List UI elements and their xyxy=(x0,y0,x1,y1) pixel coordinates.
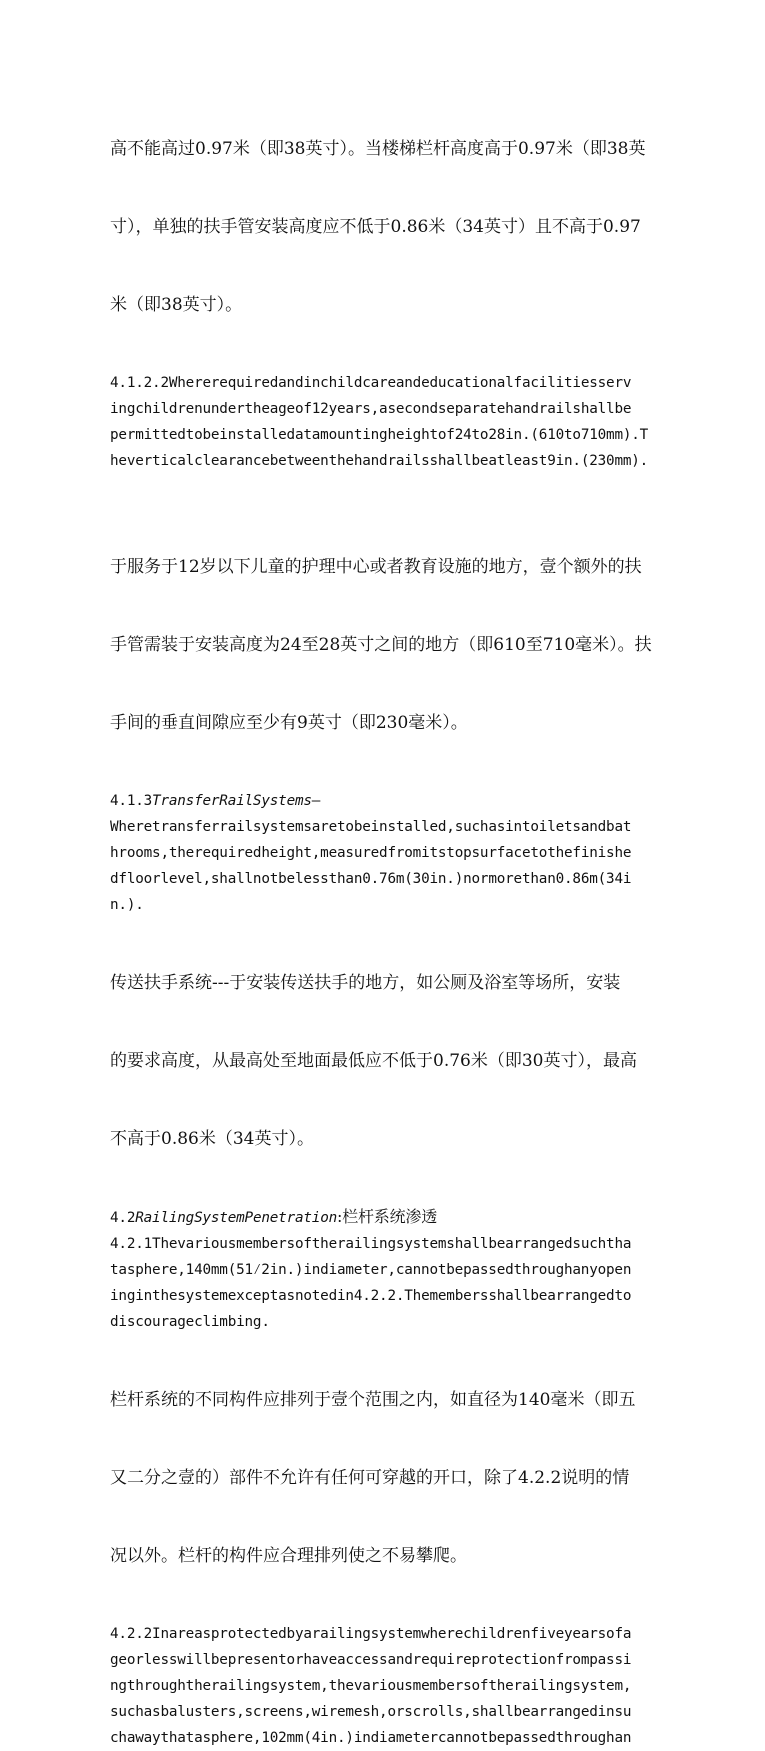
text-line: permittedtobeinstalledatamountingheightof24to28in.(610to710mm).T xyxy=(110,427,649,443)
text-line: hrooms,therequiredheight,measuredfromitstopsurfacetothefinishe xyxy=(110,845,632,861)
heading-4-1-3 xyxy=(110,788,670,814)
heading-line xyxy=(110,788,670,814)
text-line: heverticalclearancebetweenthehandrailsshallbeatleast9in.(230mm). xyxy=(110,453,649,469)
text-line: 又二分之壹的）部件不允许有任何可穿越的开口，除了4.2.2说明的情 xyxy=(110,1468,630,1488)
text-line: ngthroughtherailingsystem,thevariousmembersoftherailingsystem, xyxy=(110,1678,632,1694)
text-line: 高不能高过0.97米（即38英寸）。当楼梯栏杆高度高于0.97米（即38英 xyxy=(110,139,646,159)
text-line: 传送扶手系统---于安装传送扶手的地方，如公厕及浴室等场所，安装 xyxy=(110,973,621,993)
text-line: 于服务于12岁以下儿童的护理中心或者教育设施的地方，壹个额外的扶 xyxy=(110,557,642,577)
text-line: 手间的垂直间隙应至少有9英寸（即230毫米）。 xyxy=(110,713,468,733)
heading-suffix: :栏杆系统渗透 xyxy=(337,1207,438,1226)
text-line: ingchildrenundertheageof12years,asecondseparatehandrailshallbe xyxy=(110,401,632,417)
text-line: 况以外。栏杆的构件应合理排列使之不易攀爬。 xyxy=(110,1546,467,1566)
text-line: 米（即38英寸）。 xyxy=(110,295,243,315)
heading-4-2 xyxy=(110,1204,670,1231)
document-page xyxy=(110,84,670,1751)
text-line: georlesswillbepresentorhaveaccessandrequireprotectionfrompassi xyxy=(110,1652,632,1668)
text-line: discourageclimbing. xyxy=(110,1314,270,1330)
paragraph-gap xyxy=(110,474,670,502)
heading-title: RailingSystemPenetration xyxy=(135,1210,338,1226)
text-line: 4.2.1Thevariousmembersoftherailingsystemshallbearrangedsuchtha xyxy=(110,1236,632,1252)
text-line: 手管需装于安装高度为24至28英寸之间的地方（即610至710毫米）。扶 xyxy=(110,635,652,655)
heading-line xyxy=(110,1204,670,1231)
heading-number: 4.2 xyxy=(110,1210,136,1226)
text-line: 不高于0.86米（34英寸）。 xyxy=(110,1129,314,1149)
heading-number: 4.1.3 xyxy=(110,793,153,809)
text-line: suchasbalusters,screens,wiremesh,orscrolls,shallbearrangedinsu xyxy=(110,1704,632,1720)
paragraph-cn-4-2-1 xyxy=(110,1335,670,1621)
heading-suffix: — xyxy=(311,793,321,809)
paragraph-en-4-2-1 xyxy=(110,1231,670,1335)
heading-title: TransferRailSystems xyxy=(152,793,312,809)
paragraph-cn-railing-height xyxy=(110,84,670,370)
paragraph-en-4-2-2 xyxy=(110,1621,670,1751)
paragraph-en-4-1-2-2 xyxy=(110,370,670,474)
text-line: tasphere,140mm(51⁄2in.)indiameter,cannotbepassedthroughanyopen xyxy=(110,1262,632,1278)
text-line: 栏杆系统的不同构件应排列于壹个范围之内，如直径为140毫米（即五 xyxy=(110,1390,636,1410)
text-line: 寸），单独的扶手管安装高度应不低于0.86米（34英寸）且不高于0.97 xyxy=(110,217,641,237)
paragraph-cn-transfer-rail xyxy=(110,918,670,1204)
text-line: 4.2.2Inareasprotectedbyarailingsystemwherechildrenfiveyearsofa xyxy=(110,1626,632,1642)
text-line: dfloorlevel,shallnotbelessthan0.76m(30in.)normorethan0.86m(34i xyxy=(110,871,632,887)
text-line: n.). xyxy=(110,897,144,913)
paragraph-en-transfer-rail xyxy=(110,814,670,918)
text-line: inginthesystemexceptasnotedin4.2.2.Themembersshallbearrangedto xyxy=(110,1288,632,1304)
text-line: 的要求高度，从最高处至地面最低应不低于0.76米（即30英寸），最高 xyxy=(110,1051,637,1071)
text-line: Wheretransferrailsystemsaretobeinstalled,suchasintoiletsandbat xyxy=(110,819,632,835)
paragraph-cn-children-handrail xyxy=(110,502,670,788)
text-line: chawaythatasphere,102mm(4in.)indiametercannotbepassedthroughan xyxy=(110,1730,632,1746)
text-line: 4.1.2.2Whererequiredandinchildcareandeducationalfacilitiesserv xyxy=(110,375,632,391)
